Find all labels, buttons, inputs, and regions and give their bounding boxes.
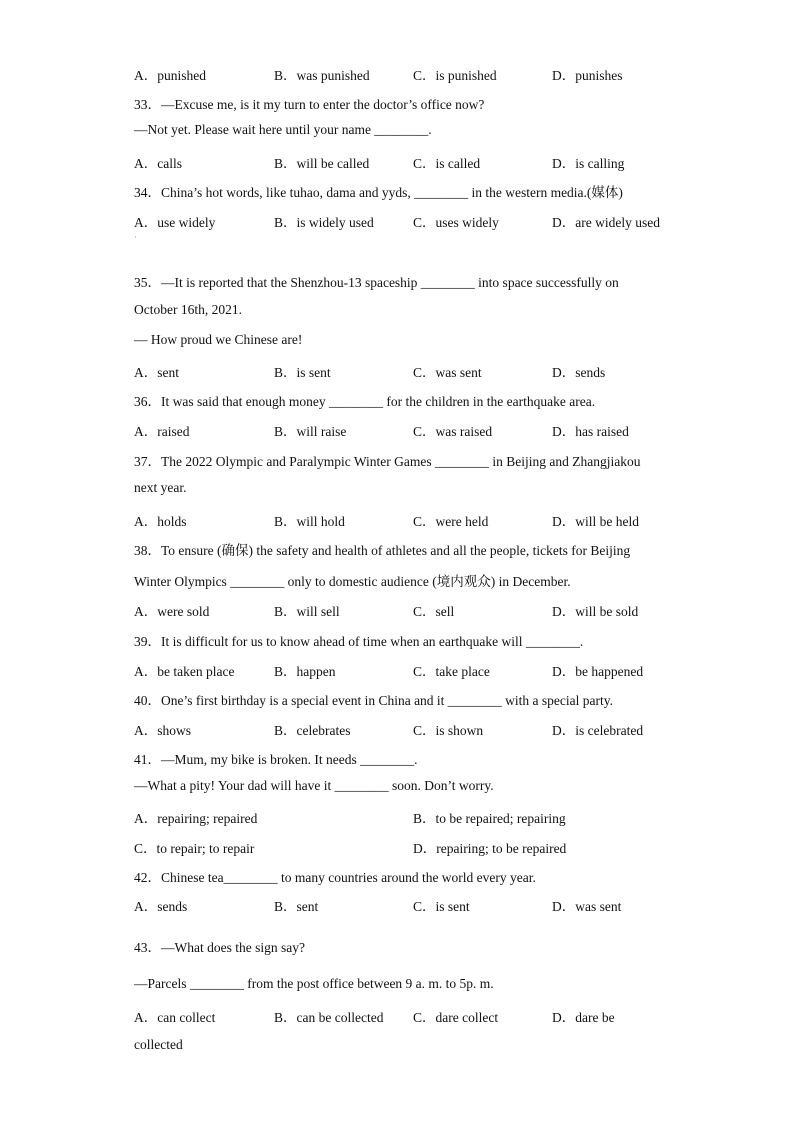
question-41-line2: —What a pity! Your dad will have it ________ soon. Don’t worry. xyxy=(134,778,494,793)
options-row-q32 xyxy=(134,64,694,82)
options-row-q37 xyxy=(134,510,694,528)
option-d: D．sends xyxy=(552,365,606,380)
option-c: C．to repair; to repair xyxy=(134,841,255,856)
option-b: B．will sell xyxy=(274,604,340,619)
options-row-q40 xyxy=(134,719,694,737)
options-row-q38 xyxy=(134,600,694,618)
option-c: C．is called xyxy=(413,156,481,171)
option-a: A．use widely xyxy=(134,215,216,230)
option-c: C．was raised xyxy=(413,424,493,439)
option-d: D．are widely used xyxy=(552,215,660,230)
question-35-line3: — How proud we Chinese are! xyxy=(134,332,303,347)
question-34-stem: 34．China’s hot words, like tuhao, dama and yyds, ________ in the western media.(媒体) xyxy=(134,185,623,200)
option-d: D．be happened xyxy=(552,664,644,679)
options-row-q33 xyxy=(134,152,694,170)
option-d: D．will be held xyxy=(552,514,639,529)
question-39-stem: 39．It is difficult for us to know ahead of time when an earthquake will ________. xyxy=(134,634,584,649)
option-b: B．can be collected xyxy=(274,1010,384,1025)
option-c: C．dare collect xyxy=(413,1010,499,1025)
option-b: B．will raise xyxy=(274,424,347,439)
option-c: C．take place xyxy=(413,664,490,679)
option-a: A．were sold xyxy=(134,604,210,619)
options-row-q36 xyxy=(134,420,694,438)
option-a: A．sends xyxy=(134,899,188,914)
option-a: A．punished xyxy=(134,68,206,83)
question-36-stem: 36．It was said that enough money ________ for the children in the earthquake area. xyxy=(134,394,596,409)
option-b: B．sent xyxy=(274,899,319,914)
option-b: B．to be repaired; repairing xyxy=(413,811,566,826)
option-c: C．is shown xyxy=(413,723,484,738)
option-b: B．will be called xyxy=(274,156,370,171)
option-a: A．be taken place xyxy=(134,664,235,679)
option-b: B．will hold xyxy=(274,514,345,529)
option-d: D．repairing; to be repaired xyxy=(413,841,567,856)
option-b: B．is widely used xyxy=(274,215,374,230)
question-41-stem: 41．—Mum, my bike is broken. It needs ________. xyxy=(134,752,418,767)
question-33-line2: —Not yet. Please wait here until your name ________. xyxy=(134,122,432,137)
option-a: A．shows xyxy=(134,723,192,738)
option-d: D．dare be xyxy=(552,1010,615,1025)
option-d: D．punishes xyxy=(552,68,623,83)
options-row-q34 xyxy=(134,211,694,229)
question-43-line2: —Parcels ________ from the post office between 9 a. m. to 5p. m. xyxy=(134,976,494,991)
paragraph-mark: · xyxy=(134,232,137,242)
options-row-q35 xyxy=(134,361,694,379)
option-a: A．sent xyxy=(134,365,179,380)
question-40-stem: 40．One’s first birthday is a special event in China and it ________ with a special party. xyxy=(134,693,614,708)
option-a: A．raised xyxy=(134,424,190,439)
question-37-stem: 37．The 2022 Olympic and Paralympic Winter Games ________ in Beijing and Zhangjiakou xyxy=(134,454,641,469)
question-37-line2: next year. xyxy=(134,480,187,495)
option-d-continuation: collected xyxy=(134,1037,183,1052)
question-38-line2: Winter Olympics ________ only to domestic audience (境内观众) in December. xyxy=(134,574,571,589)
option-a: A．can collect xyxy=(134,1010,216,1025)
option-d: D．has raised xyxy=(552,424,629,439)
option-c: C．is punished xyxy=(413,68,497,83)
question-42-stem: 42．Chinese tea________ to many countries around the world every year. xyxy=(134,870,536,885)
option-a: A．holds xyxy=(134,514,187,529)
option-c: C．were held xyxy=(413,514,489,529)
question-35-stem: 35．—It is reported that the Shenzhou-13 spaceship ________ into space successfully on xyxy=(134,275,619,290)
question-35-line2: October 16th, 2021. xyxy=(134,302,242,317)
option-c: C．uses widely xyxy=(413,215,499,230)
option-b: B．happen xyxy=(274,664,336,679)
option-c: C．sell xyxy=(413,604,455,619)
options-row-q41-ab xyxy=(134,807,694,825)
question-33-stem: 33．—Excuse me, is it my turn to enter the doctor’s office now? xyxy=(134,97,485,112)
option-d: D．was sent xyxy=(552,899,622,914)
question-38-stem: 38．To ensure (确保) the safety and health of athletes and all the people, tickets for Beijing xyxy=(134,543,631,558)
option-b: B．celebrates xyxy=(274,723,351,738)
options-row-q41-cd xyxy=(134,837,694,855)
option-d: D．is celebrated xyxy=(552,723,644,738)
question-43-stem: 43．—What does the sign say? xyxy=(134,940,305,955)
options-row-q43 xyxy=(134,1006,694,1024)
option-d: D．will be sold xyxy=(552,604,639,619)
option-b: B．is sent xyxy=(274,365,331,380)
options-row-q42 xyxy=(134,895,694,913)
option-c: C．is sent xyxy=(413,899,470,914)
option-c: C．was sent xyxy=(413,365,482,380)
option-d: D．is calling xyxy=(552,156,625,171)
option-a: A．repairing; repaired xyxy=(134,811,258,826)
option-b: B．was punished xyxy=(274,68,370,83)
option-a: A．calls xyxy=(134,156,182,171)
options-row-q39 xyxy=(134,660,694,678)
